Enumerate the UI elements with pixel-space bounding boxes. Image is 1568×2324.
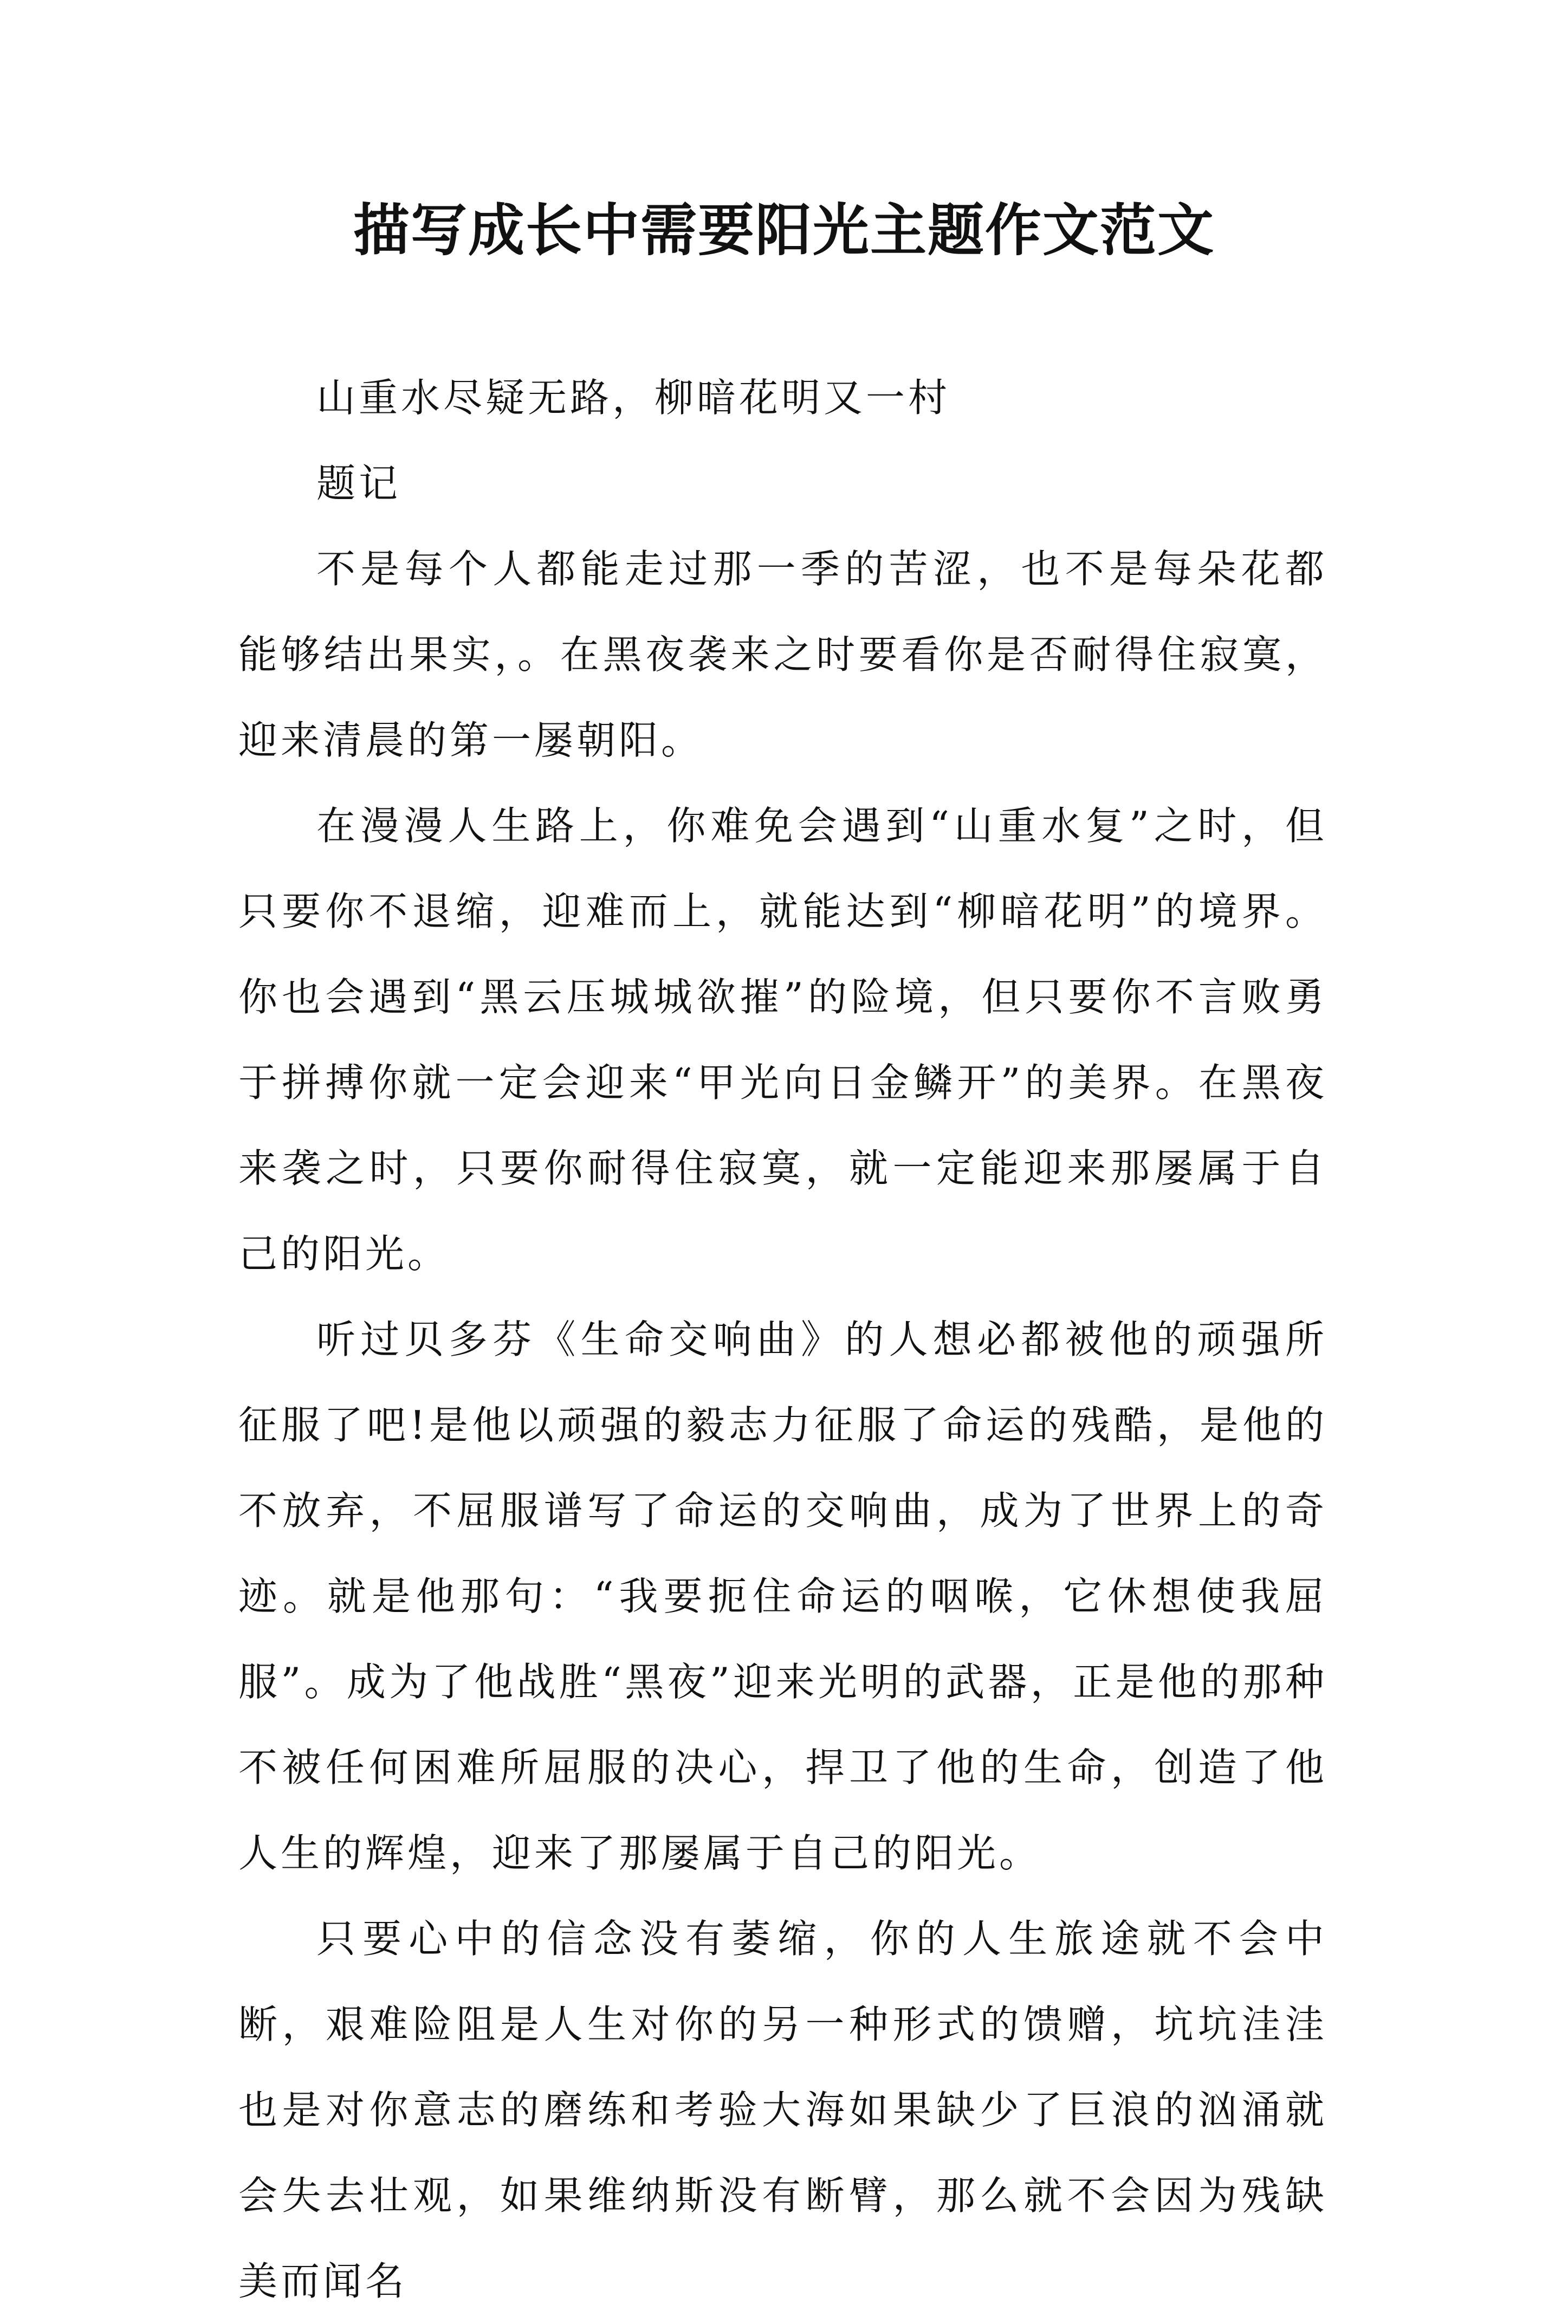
paragraph: 只要心中的信念没有萎缩，你的人生旅途就不会中断，艰难险阻是人生对你的另一种形式的馈赠，坑坑洼洼也是对你意志的磨练和考验大海如果缺少了巨浪的汹涌就会失去壮观，如果维纳斯没有断臂，那么就不会因为残缺美而闻名 xyxy=(238,1916,1327,2304)
document-body xyxy=(238,355,1327,2324)
paragraph: 听过贝多芬《生命交响曲》的人想必都被他的顽强所征服了吧!是他以顽强的毅志力征服了命运的残酷，是他的不放弃，不屈服谱写了命运的交响曲，成为了世界上的奇迹。就是他那句：“我要扼住命运的咽喉，它休想使我屈服”。成为了他战胜“黑夜”迎来光明的武器，正是他的那种不被任何困难所屈服的决心，捍卫了他的生命，创造了他人生的辉煌，迎来了那屡属于自己的阳光。 xyxy=(238,1317,1327,1876)
paragraph-epigraph-label: 题记 xyxy=(316,461,401,506)
paragraph: 不是每个人都能走过那一季的苦涩，也不是每朵花都能够结出果实，。在黑夜袭来之时要看你是否耐得住寂寞，迎来清晨的第一屡朝阳。 xyxy=(238,546,1327,763)
page-title: 描写成长中需要阳光主题作文范文 xyxy=(353,197,1215,263)
paragraph-epigraph: 山重水尽疑无路，柳暗花明又一村 xyxy=(316,375,951,420)
paragraph: 在漫漫人生路上，你难免会遇到“山重水复”之时，但只要你不退缩，迎难而上，就能达到“柳暗花明”的境界。你也会遇到“黑云压城城欲摧”的险境，但只要你不言败勇于拼搏你就一定会迎来“甲光向日金鳞开”的美界。在黑夜来袭之时，只要你耐得住寂寞，就一定能迎来那屡属于自己的阳光。 xyxy=(238,803,1327,1277)
